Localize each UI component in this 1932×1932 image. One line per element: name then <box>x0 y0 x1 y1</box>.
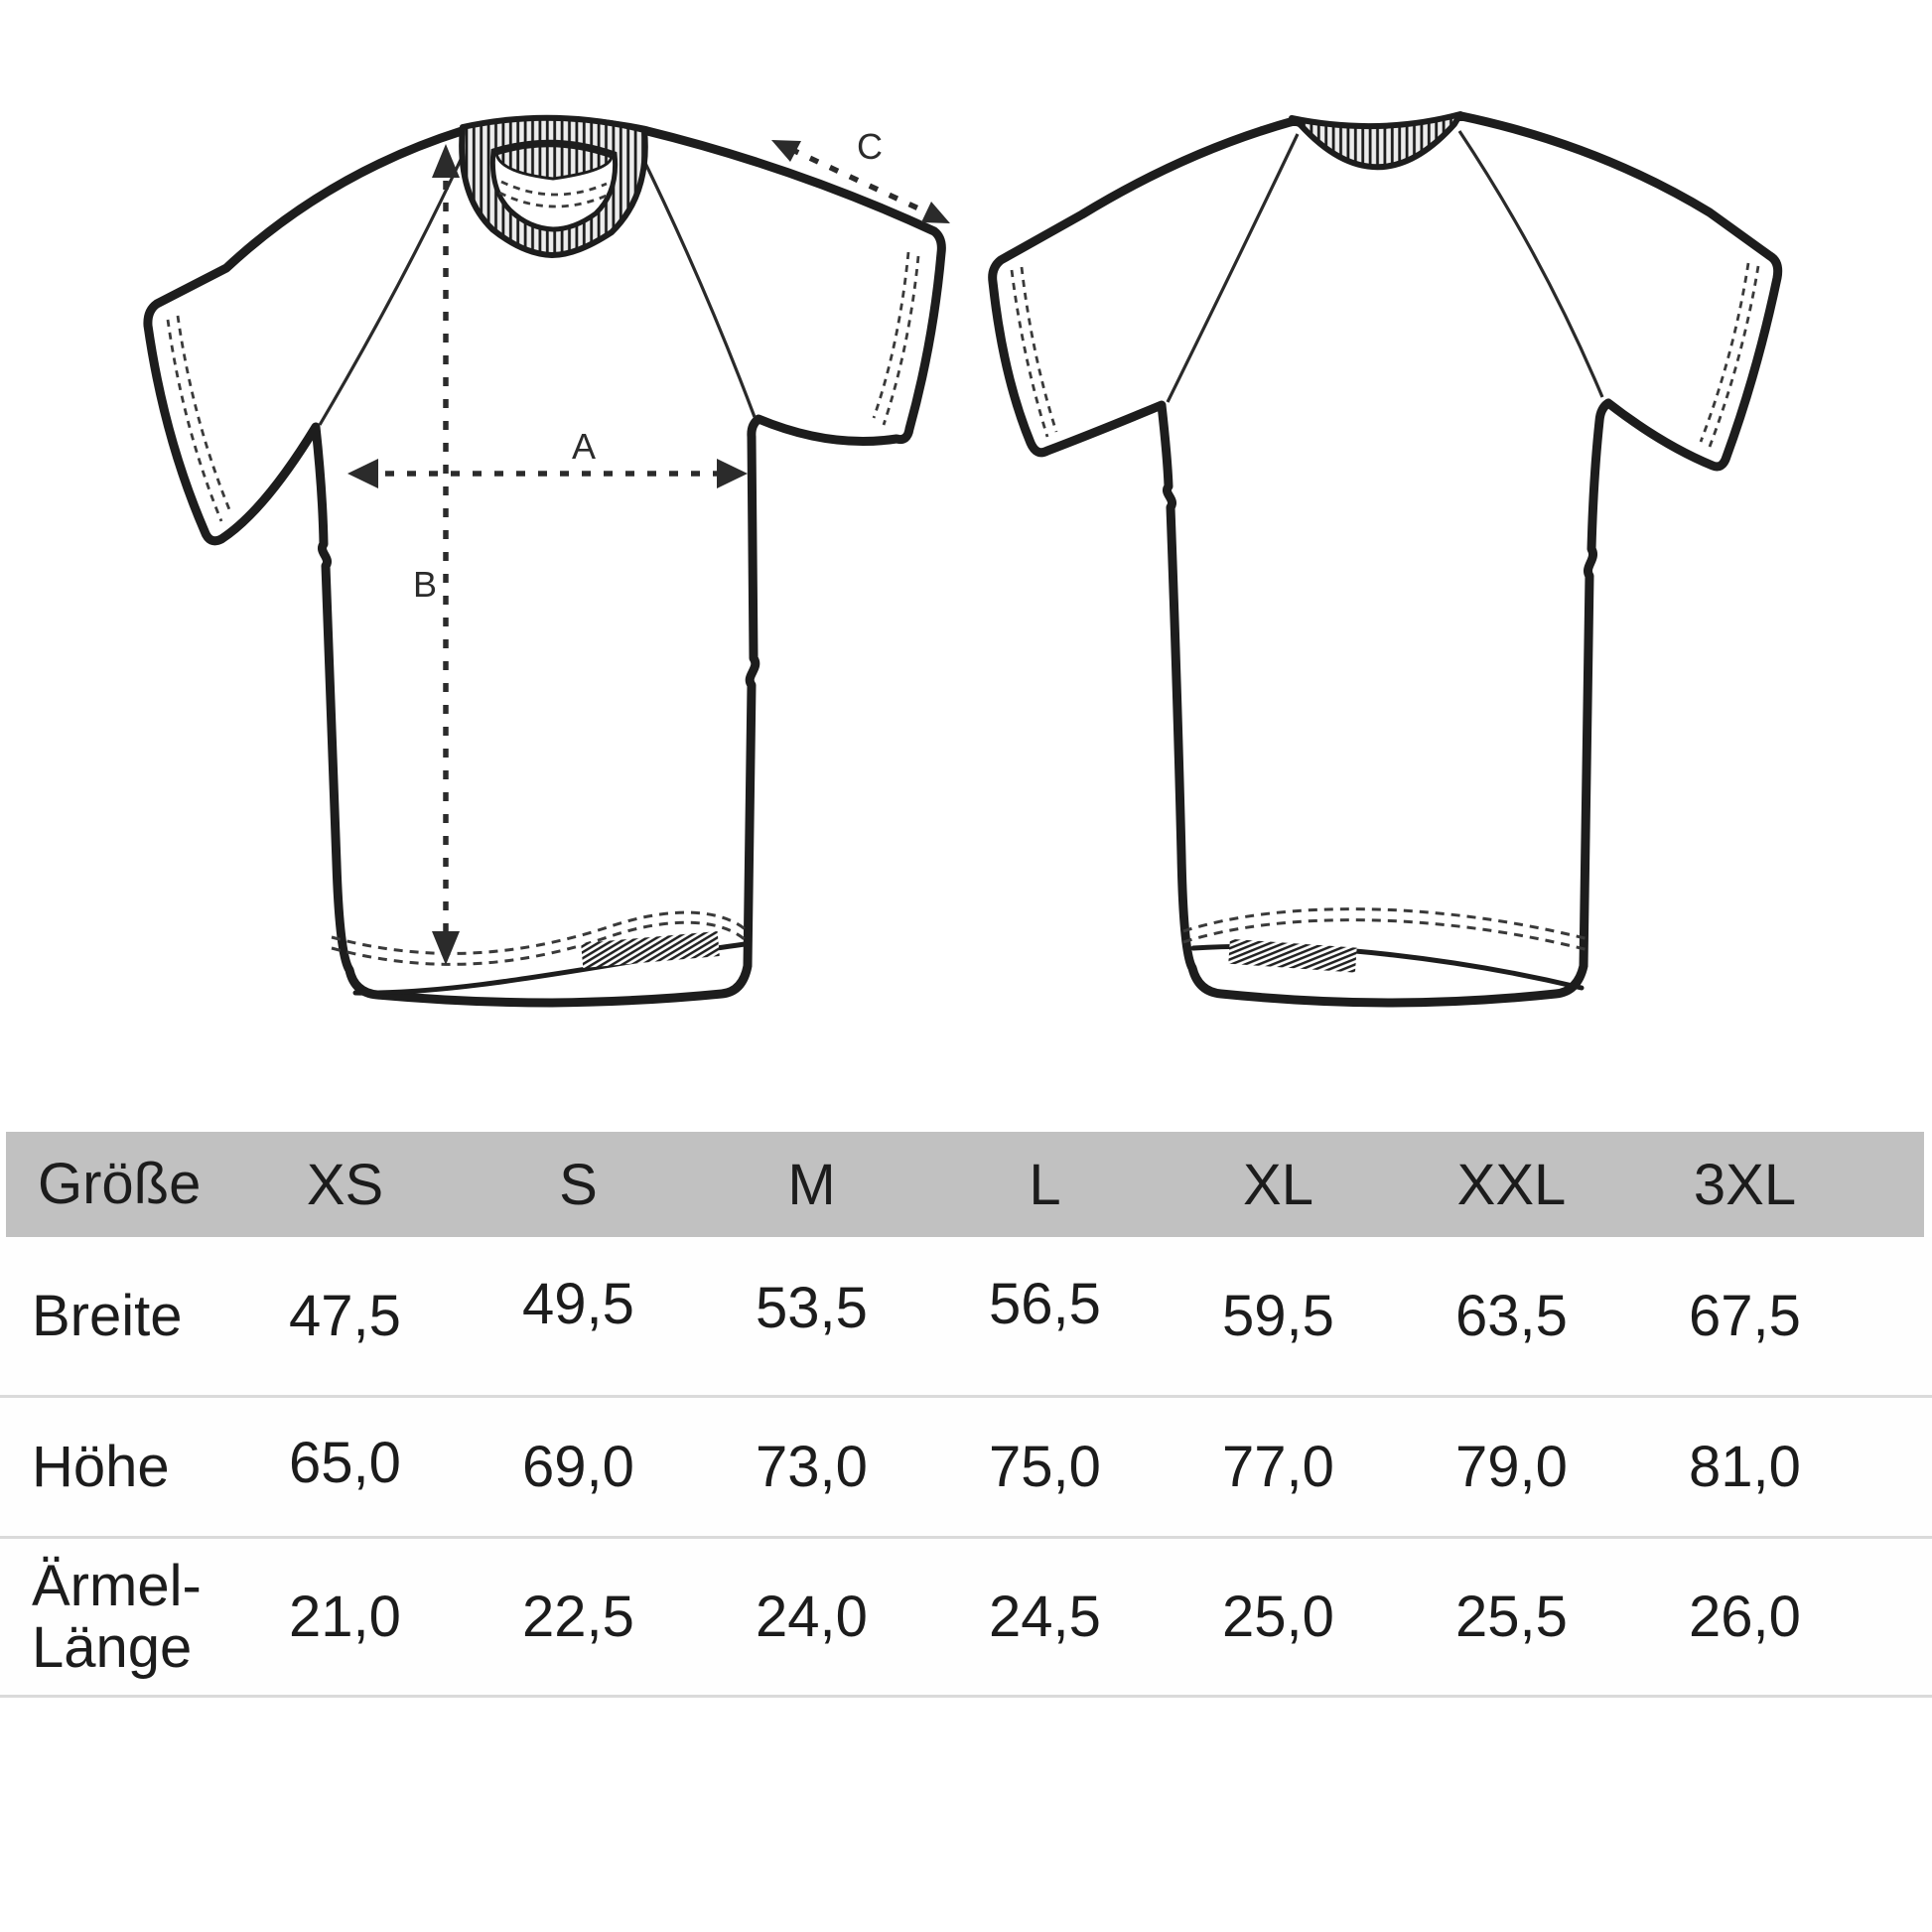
value-cell: 81,0 <box>1689 1435 1801 1499</box>
table-row-aermel-laenge <box>0 1539 1932 1698</box>
value-cell: 56,5 <box>989 1272 1101 1336</box>
value-cell: 63,5 <box>1455 1284 1568 1348</box>
value-cell: 67,5 <box>1689 1284 1801 1348</box>
row-label-hoehe <box>0 1434 228 1499</box>
value-cell: 25,0 <box>1222 1585 1334 1649</box>
row-label-line: Ärmel- <box>32 1553 202 1618</box>
value-cell: 21,0 <box>289 1585 401 1649</box>
row-label-line: Länge <box>32 1614 193 1680</box>
value-cell: 75,0 <box>989 1435 1101 1499</box>
table-row-hoehe <box>0 1398 1932 1539</box>
size-col-s: S <box>559 1152 598 1217</box>
label-body-height: B <box>412 564 438 605</box>
back-body-outline <box>993 116 1778 1003</box>
value-cell: 65,0 <box>289 1431 401 1495</box>
value-cell: 26,0 <box>1689 1585 1801 1649</box>
value-cell: 77,0 <box>1222 1435 1334 1499</box>
value-cell: 73,0 <box>756 1435 868 1499</box>
size-table-header <box>6 1132 1924 1237</box>
size-header-label: Größe <box>38 1152 202 1216</box>
value-cell: 59,5 <box>1222 1284 1334 1348</box>
tshirt-front-view <box>148 118 941 1003</box>
tshirt-back-view <box>993 114 1778 1003</box>
size-col-xl: XL <box>1243 1152 1313 1217</box>
size-col-3xl: 3XL <box>1693 1152 1797 1217</box>
row-label-line: Höhe <box>32 1434 170 1499</box>
value-cell: 25,5 <box>1455 1585 1568 1649</box>
label-chest-width: A <box>571 426 597 467</box>
size-col-l: L <box>1029 1152 1061 1217</box>
value-cell: 47,5 <box>289 1284 401 1348</box>
row-label-aermel-laenge <box>0 1553 228 1680</box>
arrow-c-right-head <box>921 202 950 223</box>
size-col-xxl: XXL <box>1456 1152 1567 1217</box>
size-col-xs: XS <box>306 1152 384 1217</box>
row-label-breite <box>0 1283 228 1348</box>
value-cell: 22,5 <box>522 1585 634 1649</box>
value-cell: 53,5 <box>756 1276 868 1340</box>
row-label-line: Breite <box>32 1283 183 1348</box>
value-cell: 69,0 <box>522 1435 634 1499</box>
value-cell: 49,5 <box>522 1272 634 1336</box>
table-row-breite <box>0 1237 1932 1398</box>
label-sleeve-length: C <box>857 126 883 167</box>
size-col-m: M <box>787 1152 836 1217</box>
value-cell: 79,0 <box>1455 1435 1568 1499</box>
size-table <box>0 1132 1932 1698</box>
value-cell: 24,0 <box>756 1585 868 1649</box>
value-cell: 24,5 <box>989 1585 1101 1649</box>
